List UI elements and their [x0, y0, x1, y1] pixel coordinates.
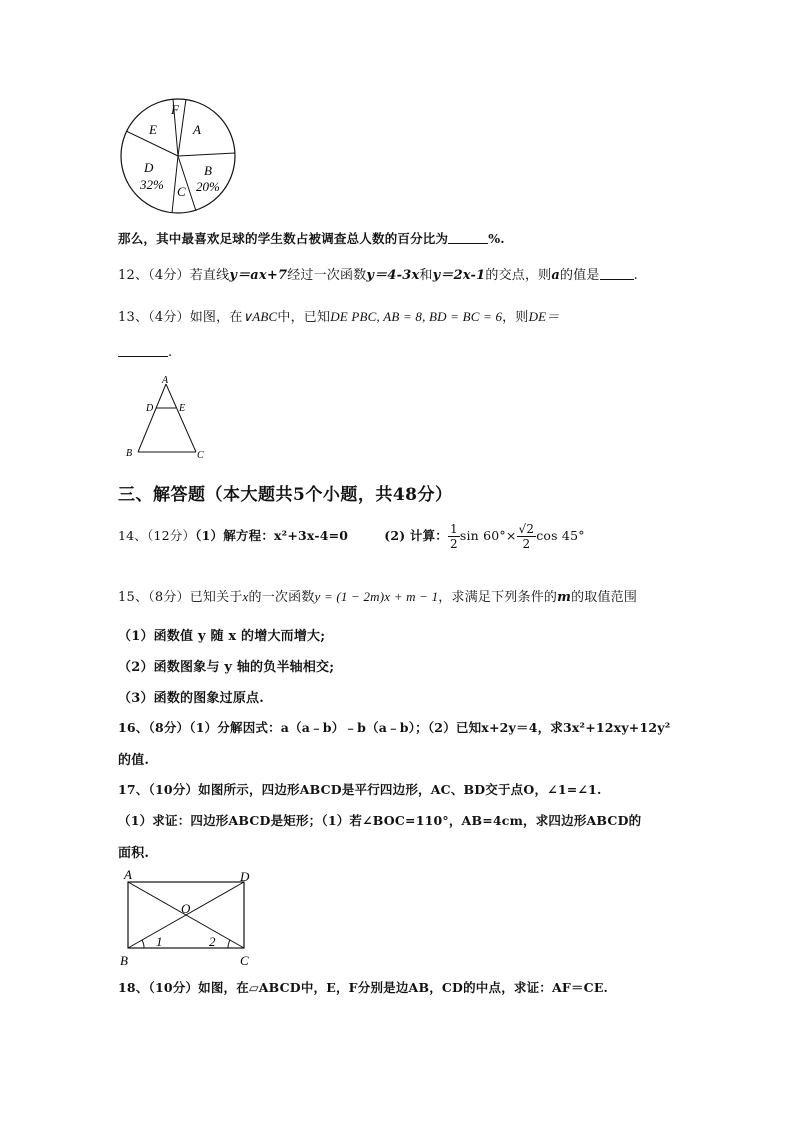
angle-label-2: 2	[209, 934, 216, 949]
q15-var-x: x	[242, 589, 249, 604]
q14-part1: （1）解方程：x²+3x-4=0	[195, 528, 349, 543]
q15-var-m: m	[557, 590, 572, 605]
q12-text: 经过一次函数	[287, 268, 367, 283]
fraction-root2-half	[517, 522, 537, 551]
q12-text: 若直线	[189, 268, 230, 283]
question-17-line1: 17、（10分）如图所示，四边形ABCD是平行四边形，AC、BD交于点O，∠1=∠1.	[118, 782, 602, 797]
question-16-line2: 的值.	[118, 753, 150, 768]
rect-label-o: O	[181, 901, 191, 916]
q12-text: 的交点，则	[485, 268, 552, 283]
q14-part2-label: (2) 计算：	[384, 528, 448, 543]
q14-cos: cos 45°	[536, 528, 585, 543]
pie-value-b: 20%	[196, 179, 220, 194]
q13-text: ，则	[502, 310, 529, 325]
q15-condition-2: （2）函数图象与 y 轴的负半轴相交;	[118, 660, 335, 675]
q14-number: 14、（12分）	[118, 528, 196, 543]
q12-text: 和	[419, 268, 433, 283]
q15-condition-1: （1）函数值 y 随 x 的增大而增大;	[118, 629, 326, 644]
triangle-figure	[116, 374, 216, 460]
frac-den: 2	[450, 537, 458, 551]
question-13	[118, 306, 560, 325]
q13-answer-line	[118, 344, 172, 360]
question-12	[118, 264, 638, 283]
pie-label-d: D	[144, 160, 154, 175]
rect-label-d: D	[240, 869, 250, 884]
q15-condition-3: （3）函数的图象过原点.	[118, 691, 264, 706]
answer-blank	[118, 344, 168, 357]
tri-label-a: A	[162, 375, 169, 386]
rect-label-b: B	[120, 953, 128, 968]
q15-text: 的取值范围	[571, 590, 638, 605]
q13-ask: DE＝	[528, 309, 560, 324]
tri-label-c: C	[197, 450, 204, 460]
answer-blank	[448, 231, 488, 244]
q15-function: y = (1 − 2m)x + m − 1	[314, 589, 439, 604]
q15-text: 的一次函数	[248, 590, 315, 605]
fraction-one-half	[448, 522, 460, 551]
question-17-line2: （1）求证：四边形ABCD是矩形；（1）若∠BOC=110°，AB=4cm，求四边形ABCD的	[118, 813, 642, 828]
q12-func1: y＝4-3x	[366, 268, 420, 283]
rect-label-c: C	[240, 953, 249, 968]
q11-suffix: %.	[488, 231, 505, 246]
q12-text: 的值是	[560, 268, 600, 283]
pie-label-a: A	[193, 122, 201, 137]
question-14	[118, 522, 585, 551]
answer-blank	[600, 267, 634, 280]
q13-number: 13、（4分）	[118, 310, 190, 325]
q12-number: 12、（4分）	[118, 268, 190, 283]
q12-end: .	[633, 268, 638, 283]
pie-label-f: F	[171, 102, 179, 117]
tri-label-e: E	[179, 403, 186, 414]
section-heading: 三、解答题（本大题共5个小题，共48分）	[118, 485, 453, 505]
question-15	[118, 586, 637, 605]
pie-value-d: 32%	[140, 177, 164, 192]
frac-num: √2	[518, 522, 535, 536]
pie-chart-figure	[116, 96, 240, 220]
q11-tail	[118, 229, 505, 247]
q13-end: .	[168, 345, 173, 360]
q15-text: ，求满足下列条件的	[438, 590, 558, 605]
frac-num: 1	[450, 522, 458, 536]
q12-var: a	[551, 268, 561, 283]
q14-sin: sin 60°×	[459, 528, 517, 543]
pie-label-c: C	[177, 184, 186, 199]
q13-condition: DE PBC, AB = 8, BD = BC = 6	[330, 309, 503, 324]
question-17-line3: 面积.	[118, 846, 150, 861]
angle-label-1: 1	[156, 934, 163, 949]
q13-text: 中，已知	[277, 310, 331, 325]
question-16-line1: 16、（8分）（1）分解因式：a（a﹣b）﹣b（a﹣b）；（2）已知x+2y＝4，求3x²+12xy+12y²	[118, 720, 671, 735]
q13-text: 如图，在	[189, 310, 243, 325]
question-18: 18、（10分）如图，在▱ABCD中，E，F分别是边AB，CD的中点，求证：AF＝CE.	[118, 980, 609, 995]
tri-label-b: B	[126, 448, 133, 459]
rect-label-a: A	[124, 867, 132, 882]
frac-den: 2	[522, 537, 531, 551]
rectangle-figure	[116, 866, 258, 970]
q15-number: 15、（8分）	[118, 590, 190, 605]
q11-text: 那么，其中最喜欢足球的学生数占被调查总人数的百分比为	[118, 231, 449, 246]
pie-label-b: B	[204, 163, 212, 178]
tri-label-d: D	[146, 403, 154, 414]
pie-label-e: E	[149, 122, 157, 137]
q12-line-equation: y＝ax+7	[229, 268, 288, 283]
q13-triangle: ∨ABC	[242, 309, 278, 324]
q12-func2: y＝2x-1	[432, 268, 486, 283]
q15-text: 已知关于	[189, 590, 243, 605]
